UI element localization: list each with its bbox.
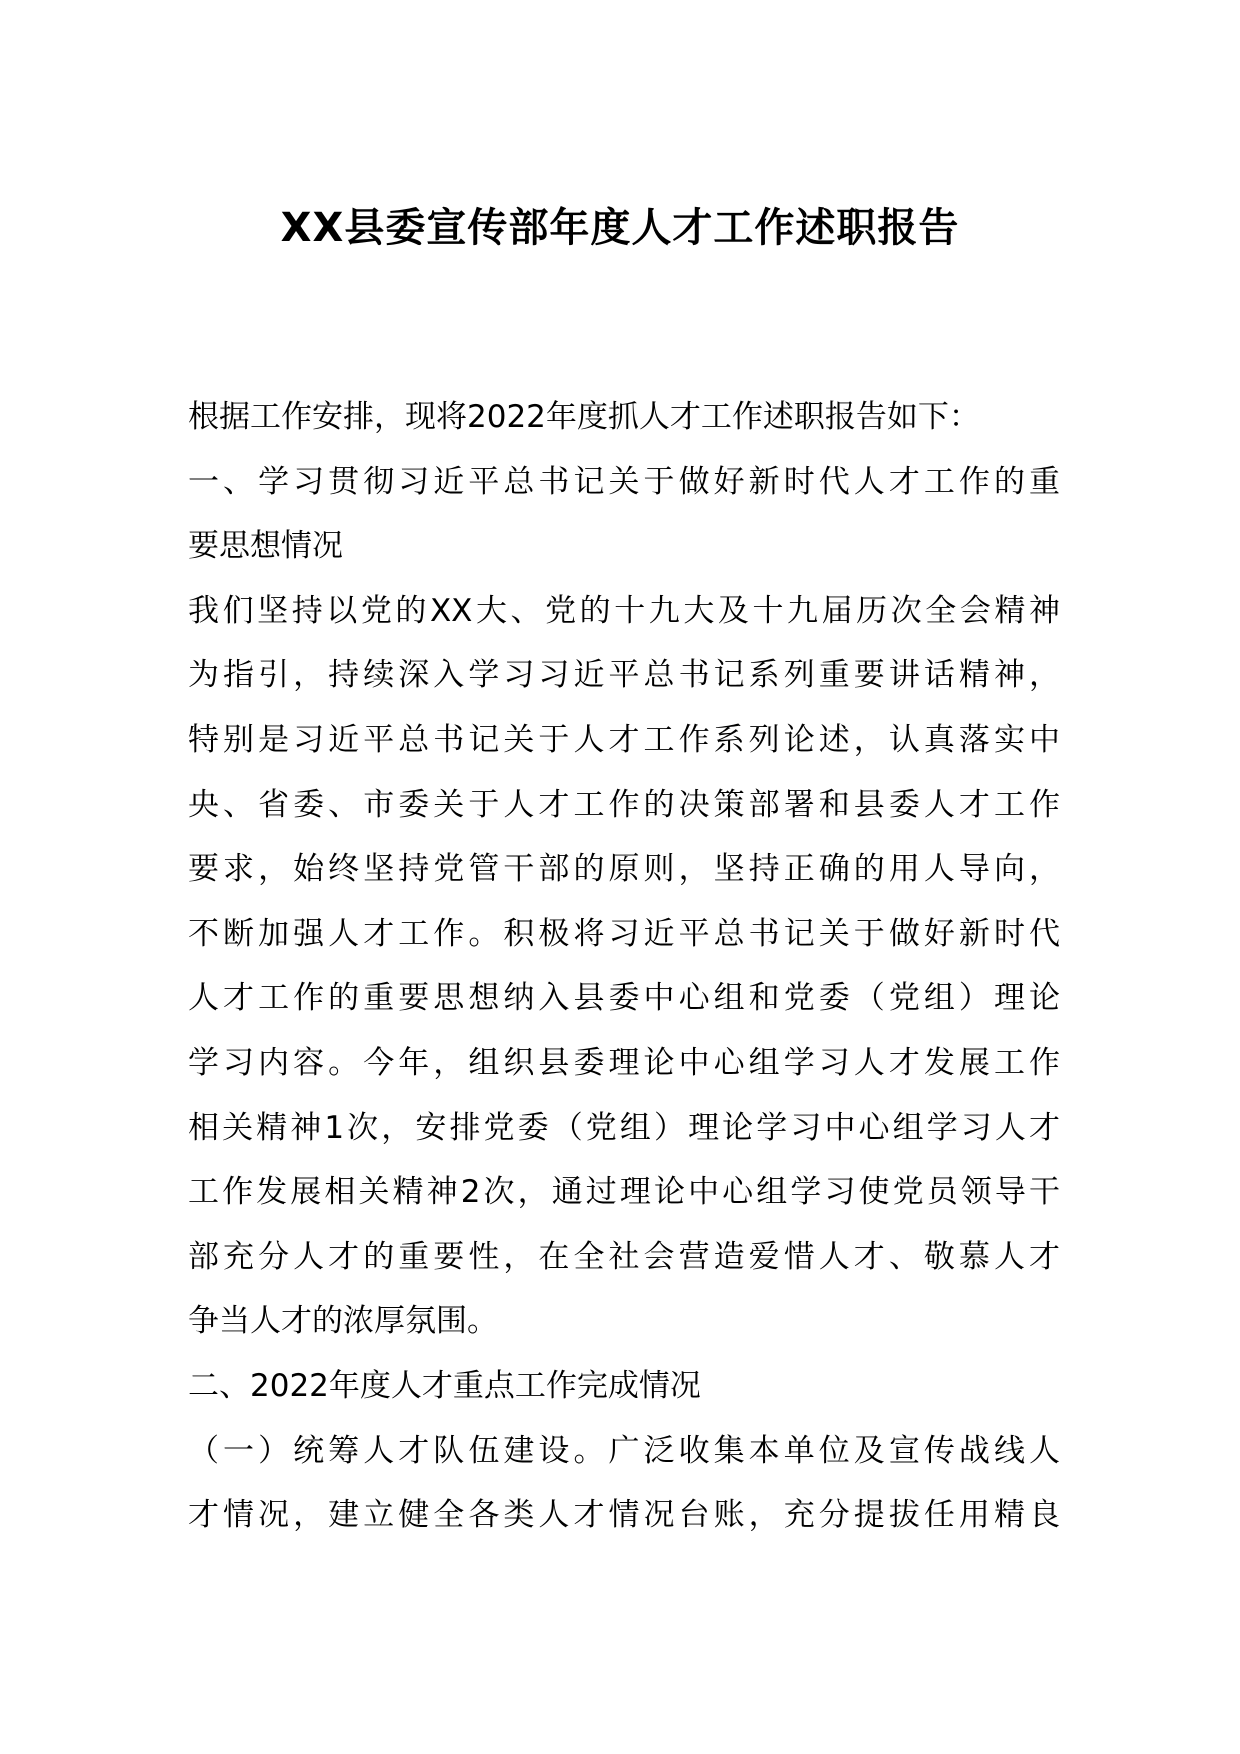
paragraph-line: 学习内容。今年，组织县委理论中心组学习人才发展工作 bbox=[188, 1044, 1060, 1081]
paragraph-line: 央、省委、市委关于人才工作的决策部署和县委人才工作 bbox=[188, 786, 1060, 823]
heading-line: 二、2022年度人才重点工作完成情况 bbox=[188, 1367, 701, 1404]
document-body bbox=[188, 385, 1060, 1548]
paragraph-line: 不断加强人才工作。积极将习近平总书记关于做好新时代 bbox=[188, 915, 1060, 952]
paragraph-line: 根据工作安排，现将2022年度抓人才工作述职报告如下： bbox=[188, 399, 980, 435]
paragraph-line: 才情况，建立健全各类人才情况台账，充分提拔任用精良 bbox=[188, 1497, 1060, 1534]
paragraph-line: 工作发展相关精神2次，通过理论中心组学习使党员领导干 bbox=[188, 1174, 1060, 1211]
paragraph-line: （一）统筹人才队伍建设。广泛收集本单位及宣传战线人 bbox=[188, 1432, 1060, 1469]
heading-line: 要思想情况 bbox=[188, 528, 343, 565]
document-title: XX县委宣传部年度人才工作述职报告 bbox=[280, 205, 960, 251]
paragraph-line: 相关精神1次，安排党委（党组）理论学习中心组学习人才 bbox=[188, 1109, 1060, 1146]
paragraph-line: 我们坚持以党的XX大、党的十九大及十九届历次全会精神 bbox=[188, 592, 1060, 629]
paragraph-line: 部充分人才的重要性，在全社会营造爱惜人才、敬慕人才 bbox=[188, 1238, 1060, 1275]
paragraph-line: 人才工作的重要思想纳入县委中心组和党委（党组）理论 bbox=[188, 980, 1060, 1017]
paragraph-line: 特别是习近平总书记关于人才工作系列论述，认真落实中 bbox=[188, 721, 1060, 758]
paragraph-line: 争当人才的浓厚氛围。 bbox=[188, 1303, 498, 1340]
paragraph-line: 为指引，持续深入学习习近平总书记系列重要讲话精神， bbox=[188, 657, 1060, 694]
heading-line: 一、学习贯彻习近平总书记关于做好新时代人才工作的重 bbox=[188, 463, 1060, 500]
paragraph-line: 要求，始终坚持党管干部的原则，坚持正确的用人导向， bbox=[188, 851, 1060, 888]
